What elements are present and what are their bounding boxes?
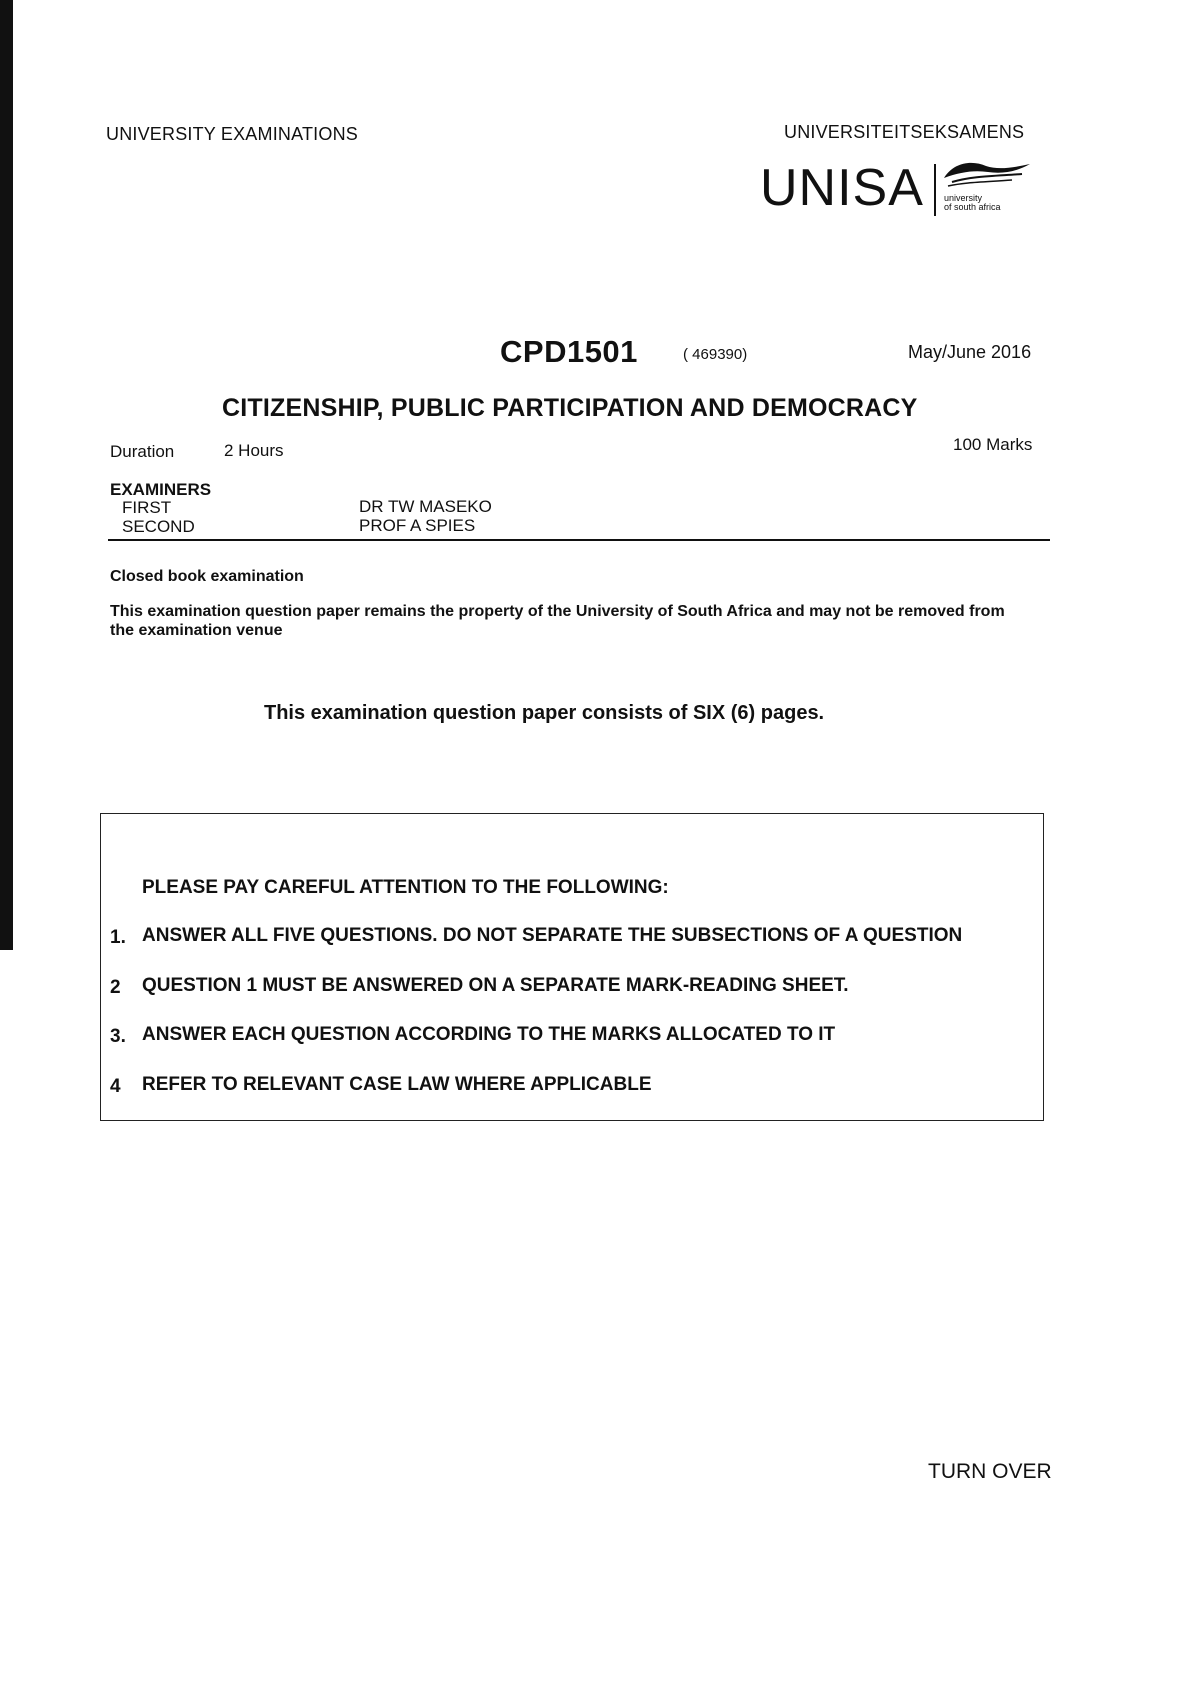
closed-book-note: Closed book examination: [110, 568, 304, 585]
instruction-text: QUESTION 1 MUST BE ANSWERED ON A SEPARATE MARK-READING SHEET.: [142, 975, 849, 996]
header-english: UNIVERSITY EXAMINATIONS: [106, 124, 358, 144]
instruction-number: 3.: [110, 1026, 126, 1047]
instruction-text: ANSWER ALL FIVE QUESTIONS. DO NOT SEPARATE THE SUBSECTIONS OF A QUESTION: [142, 925, 963, 946]
header-rule: [108, 539, 1050, 541]
instruction-text: REFER TO RELEVANT CASE LAW WHERE APPLICABLE: [142, 1074, 652, 1095]
total-marks: 100 Marks: [953, 435, 1033, 454]
instruction-number: 2: [110, 977, 121, 998]
examiners-heading: EXAMINERS: [110, 480, 212, 499]
exam-session: May/June 2016: [908, 342, 1032, 362]
instruction-text: ANSWER EACH QUESTION ACCORDING TO THE MARKS ALLOCATED TO IT: [142, 1024, 836, 1045]
paper-number: ( 469390): [683, 346, 748, 363]
course-title: CITIZENSHIP, PUBLIC PARTICIPATION AND DEMOCRACY: [222, 394, 918, 422]
page-count-note: This examination question paper consists of SIX (6) pages.: [264, 702, 825, 724]
unisa-logo: [760, 158, 1032, 228]
first-examiner-name: DR TW MASEKO: [359, 497, 492, 516]
instruction-number: 4: [110, 1076, 121, 1097]
scan-edge: [0, 0, 13, 950]
second-examiner-name: PROF A SPIES: [359, 516, 476, 535]
instruction-number: 1.: [110, 927, 126, 948]
bird-icon: [942, 158, 1032, 188]
logo-divider: [934, 164, 936, 216]
second-examiner-label: SECOND: [122, 517, 195, 536]
header-afrikaans: UNIVERSITEITSEKSAMENS: [784, 122, 1025, 142]
duration-label: Duration: [110, 442, 175, 461]
duration-value: 2 Hours: [224, 441, 284, 460]
logo-tagline-line-2: of south africa: [944, 202, 1001, 212]
course-code: CPD1501: [500, 334, 638, 369]
turn-over-label: TURN OVER: [928, 1460, 1052, 1483]
logo-wordmark: UNISA: [760, 159, 924, 217]
property-notice: This examination question paper remains the property of the University of South Africa and may not be removed from the examination venue: [110, 603, 1005, 639]
first-examiner-label: FIRST: [122, 498, 172, 517]
logo-tagline-line-1: university: [944, 193, 983, 203]
logo-tagline: [944, 194, 1001, 212]
instructions-heading: PLEASE PAY CAREFUL ATTENTION TO THE FOLLOWING:: [142, 877, 669, 898]
